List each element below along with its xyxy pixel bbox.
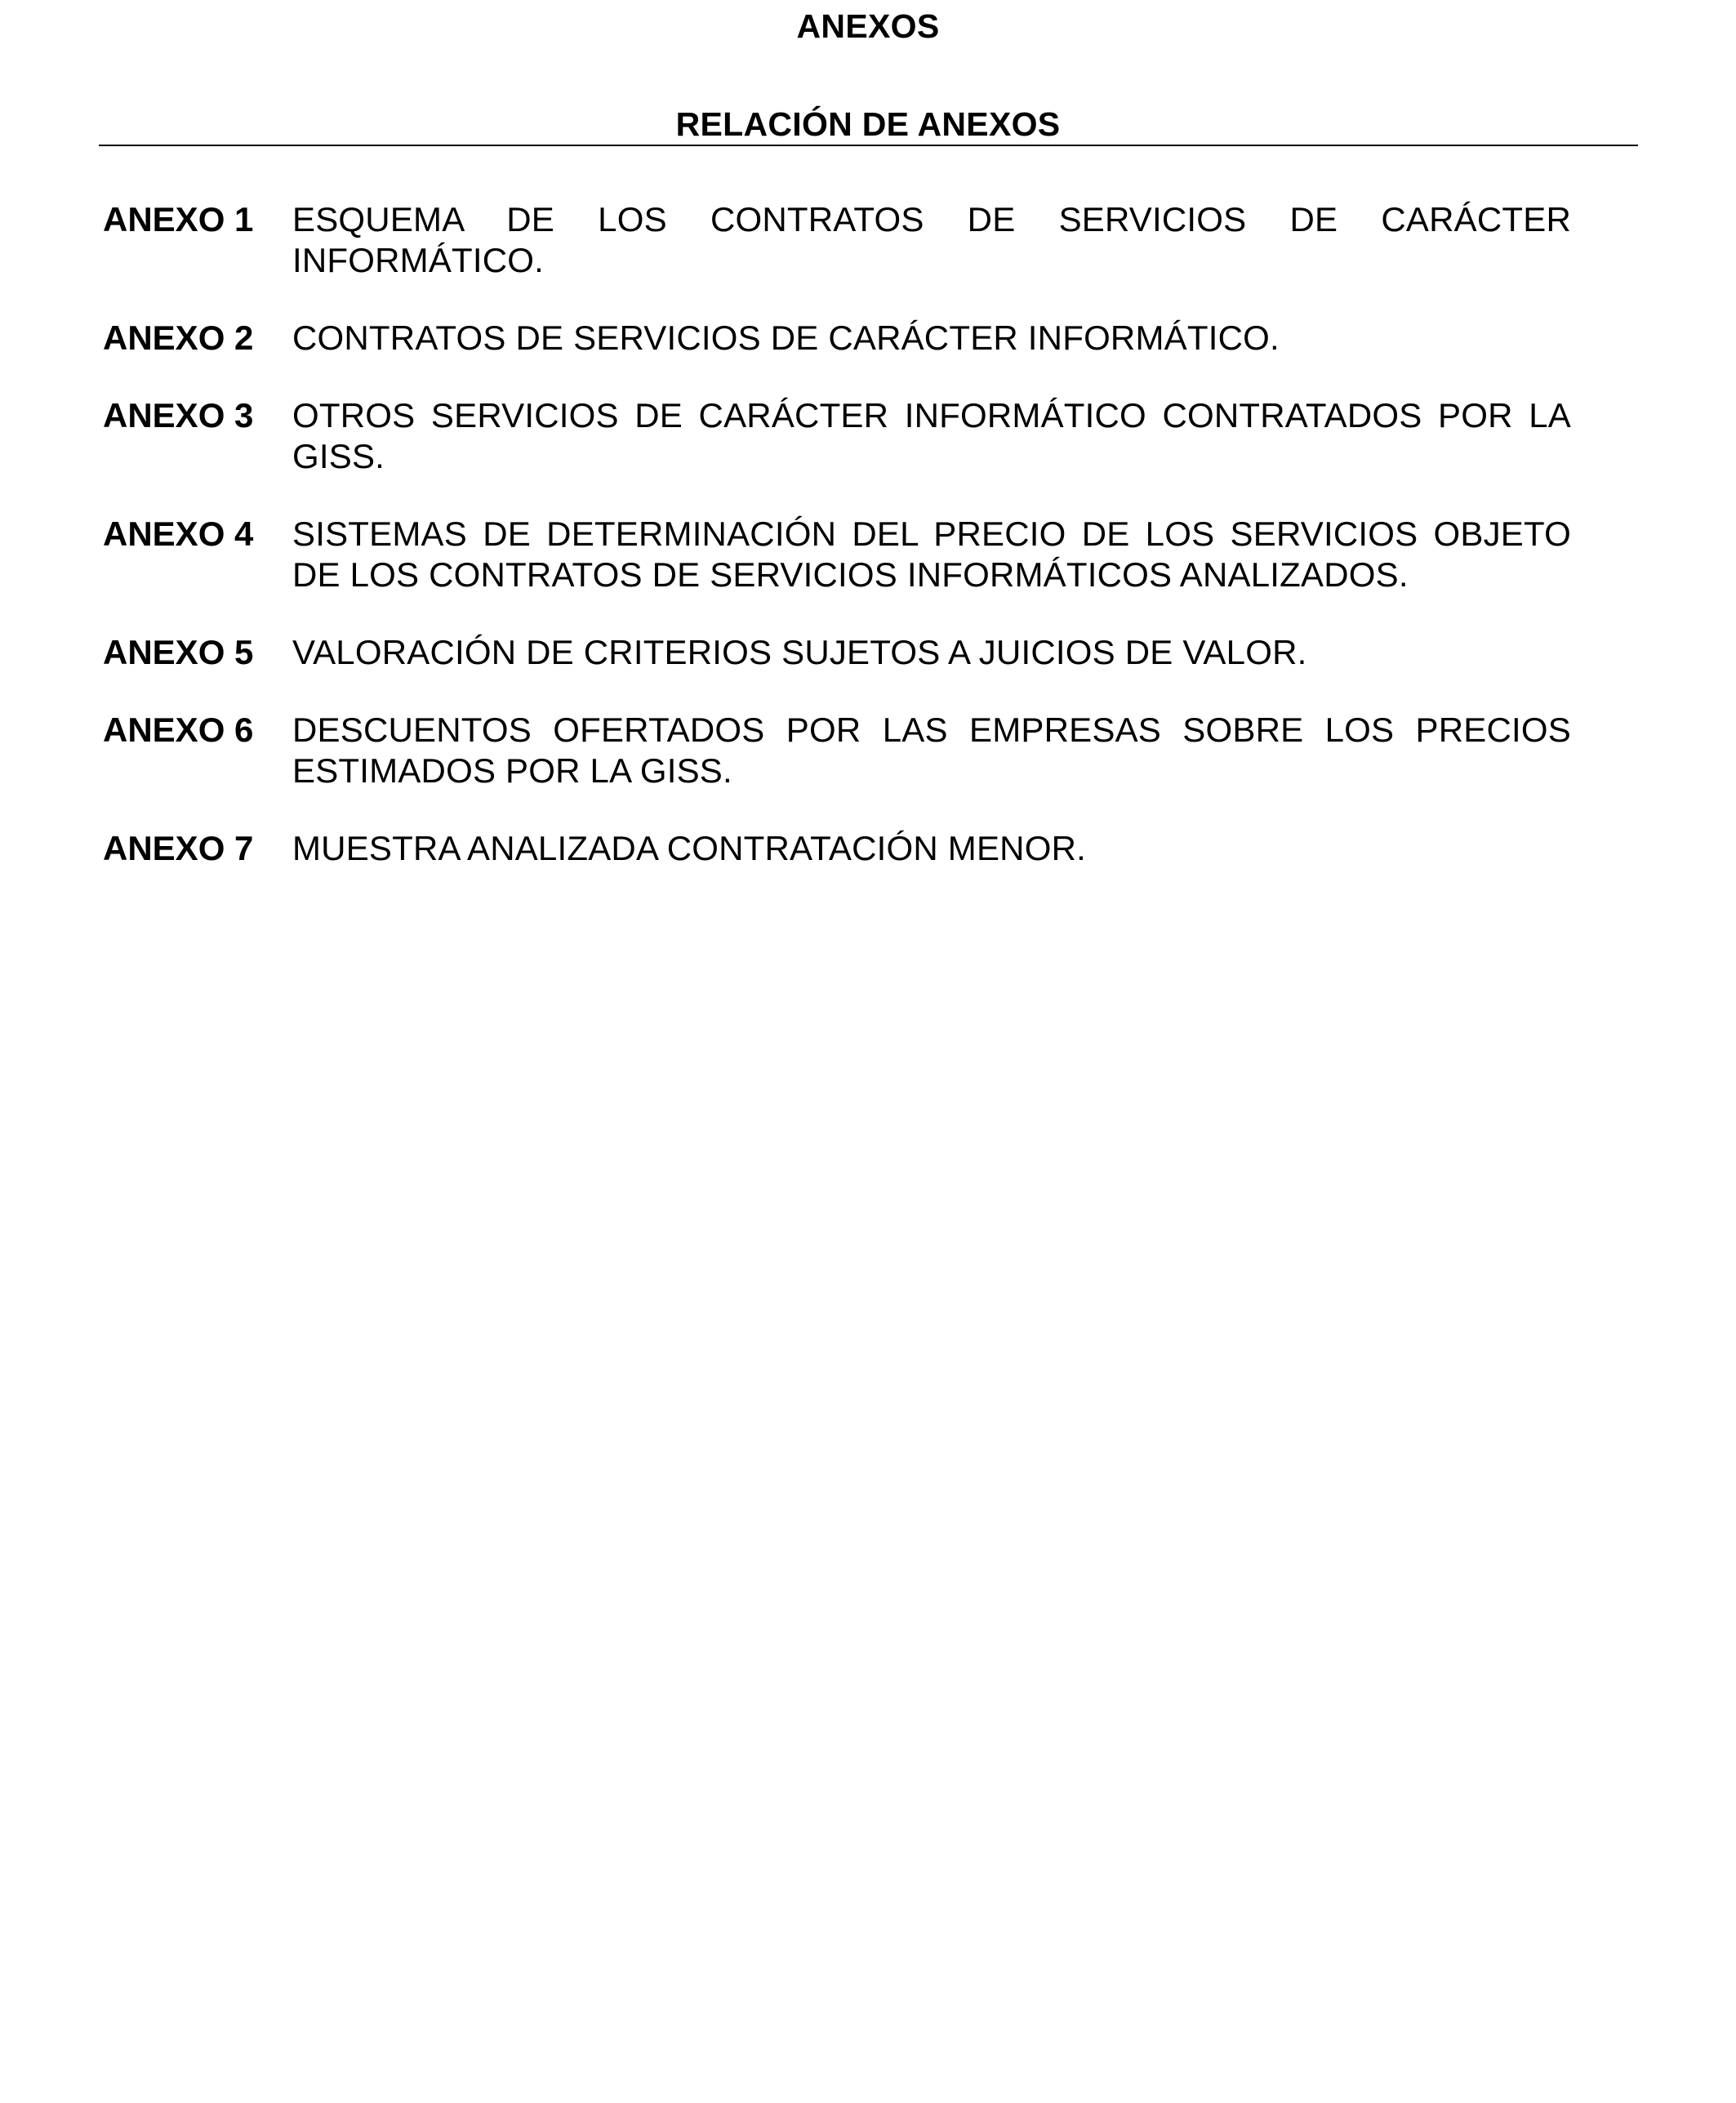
section-heading: RELACIÓN DE ANEXOS (675, 105, 1061, 143)
annex-item-1 (103, 199, 1573, 281)
annex-label: ANEXO 6 (103, 711, 254, 749)
annex-description: SISTEMAS DE DETERMINACIÓN DEL PRECIO DE LOS SERVICIOS OBJETO DE LOS CONTRATOS DE SERVICIOS INFORMÁTICOS ANALIZADOS. (292, 515, 1571, 594)
annex-label: ANEXO 4 (103, 515, 254, 553)
annex-item-2 (103, 318, 1573, 359)
annex-item-3 (103, 395, 1573, 477)
annex-description: ESQUEMA DE LOS CONTRATOS DE SERVICIOS DE CARÁCTER INFORMÁTICO. (292, 200, 1571, 279)
annex-list (103, 199, 1573, 906)
annex-label: ANEXO 2 (103, 319, 254, 357)
annex-item-6 (103, 710, 1573, 791)
annex-description: OTROS SERVICIOS DE CARÁCTER INFORMÁTICO CONTRATADOS POR LA GISS. (292, 396, 1571, 475)
annex-item-7 (103, 828, 1573, 869)
document-title: ANEXOS (796, 7, 940, 45)
annex-description: DESCUENTOS OFERTADOS POR LAS EMPRESAS SOBRE LOS PRECIOS ESTIMADOS POR LA GISS. (292, 711, 1571, 790)
annex-description: CONTRATOS DE SERVICIOS DE CARÁCTER INFORMÁTICO. (292, 319, 1280, 357)
annex-label: ANEXO 3 (103, 396, 254, 434)
annex-item-4 (103, 514, 1573, 595)
annex-label: ANEXO 7 (103, 829, 254, 867)
annex-description: MUESTRA ANALIZADA CONTRATACIÓN MENOR. (292, 829, 1086, 867)
annex-description: VALORACIÓN DE CRITERIOS SUJETOS A JUICIOS DE VALOR. (292, 633, 1307, 671)
annex-label: ANEXO 1 (103, 200, 254, 238)
annex-label: ANEXO 5 (103, 633, 254, 671)
heading-divider (99, 145, 1638, 146)
annex-item-5 (103, 632, 1573, 673)
